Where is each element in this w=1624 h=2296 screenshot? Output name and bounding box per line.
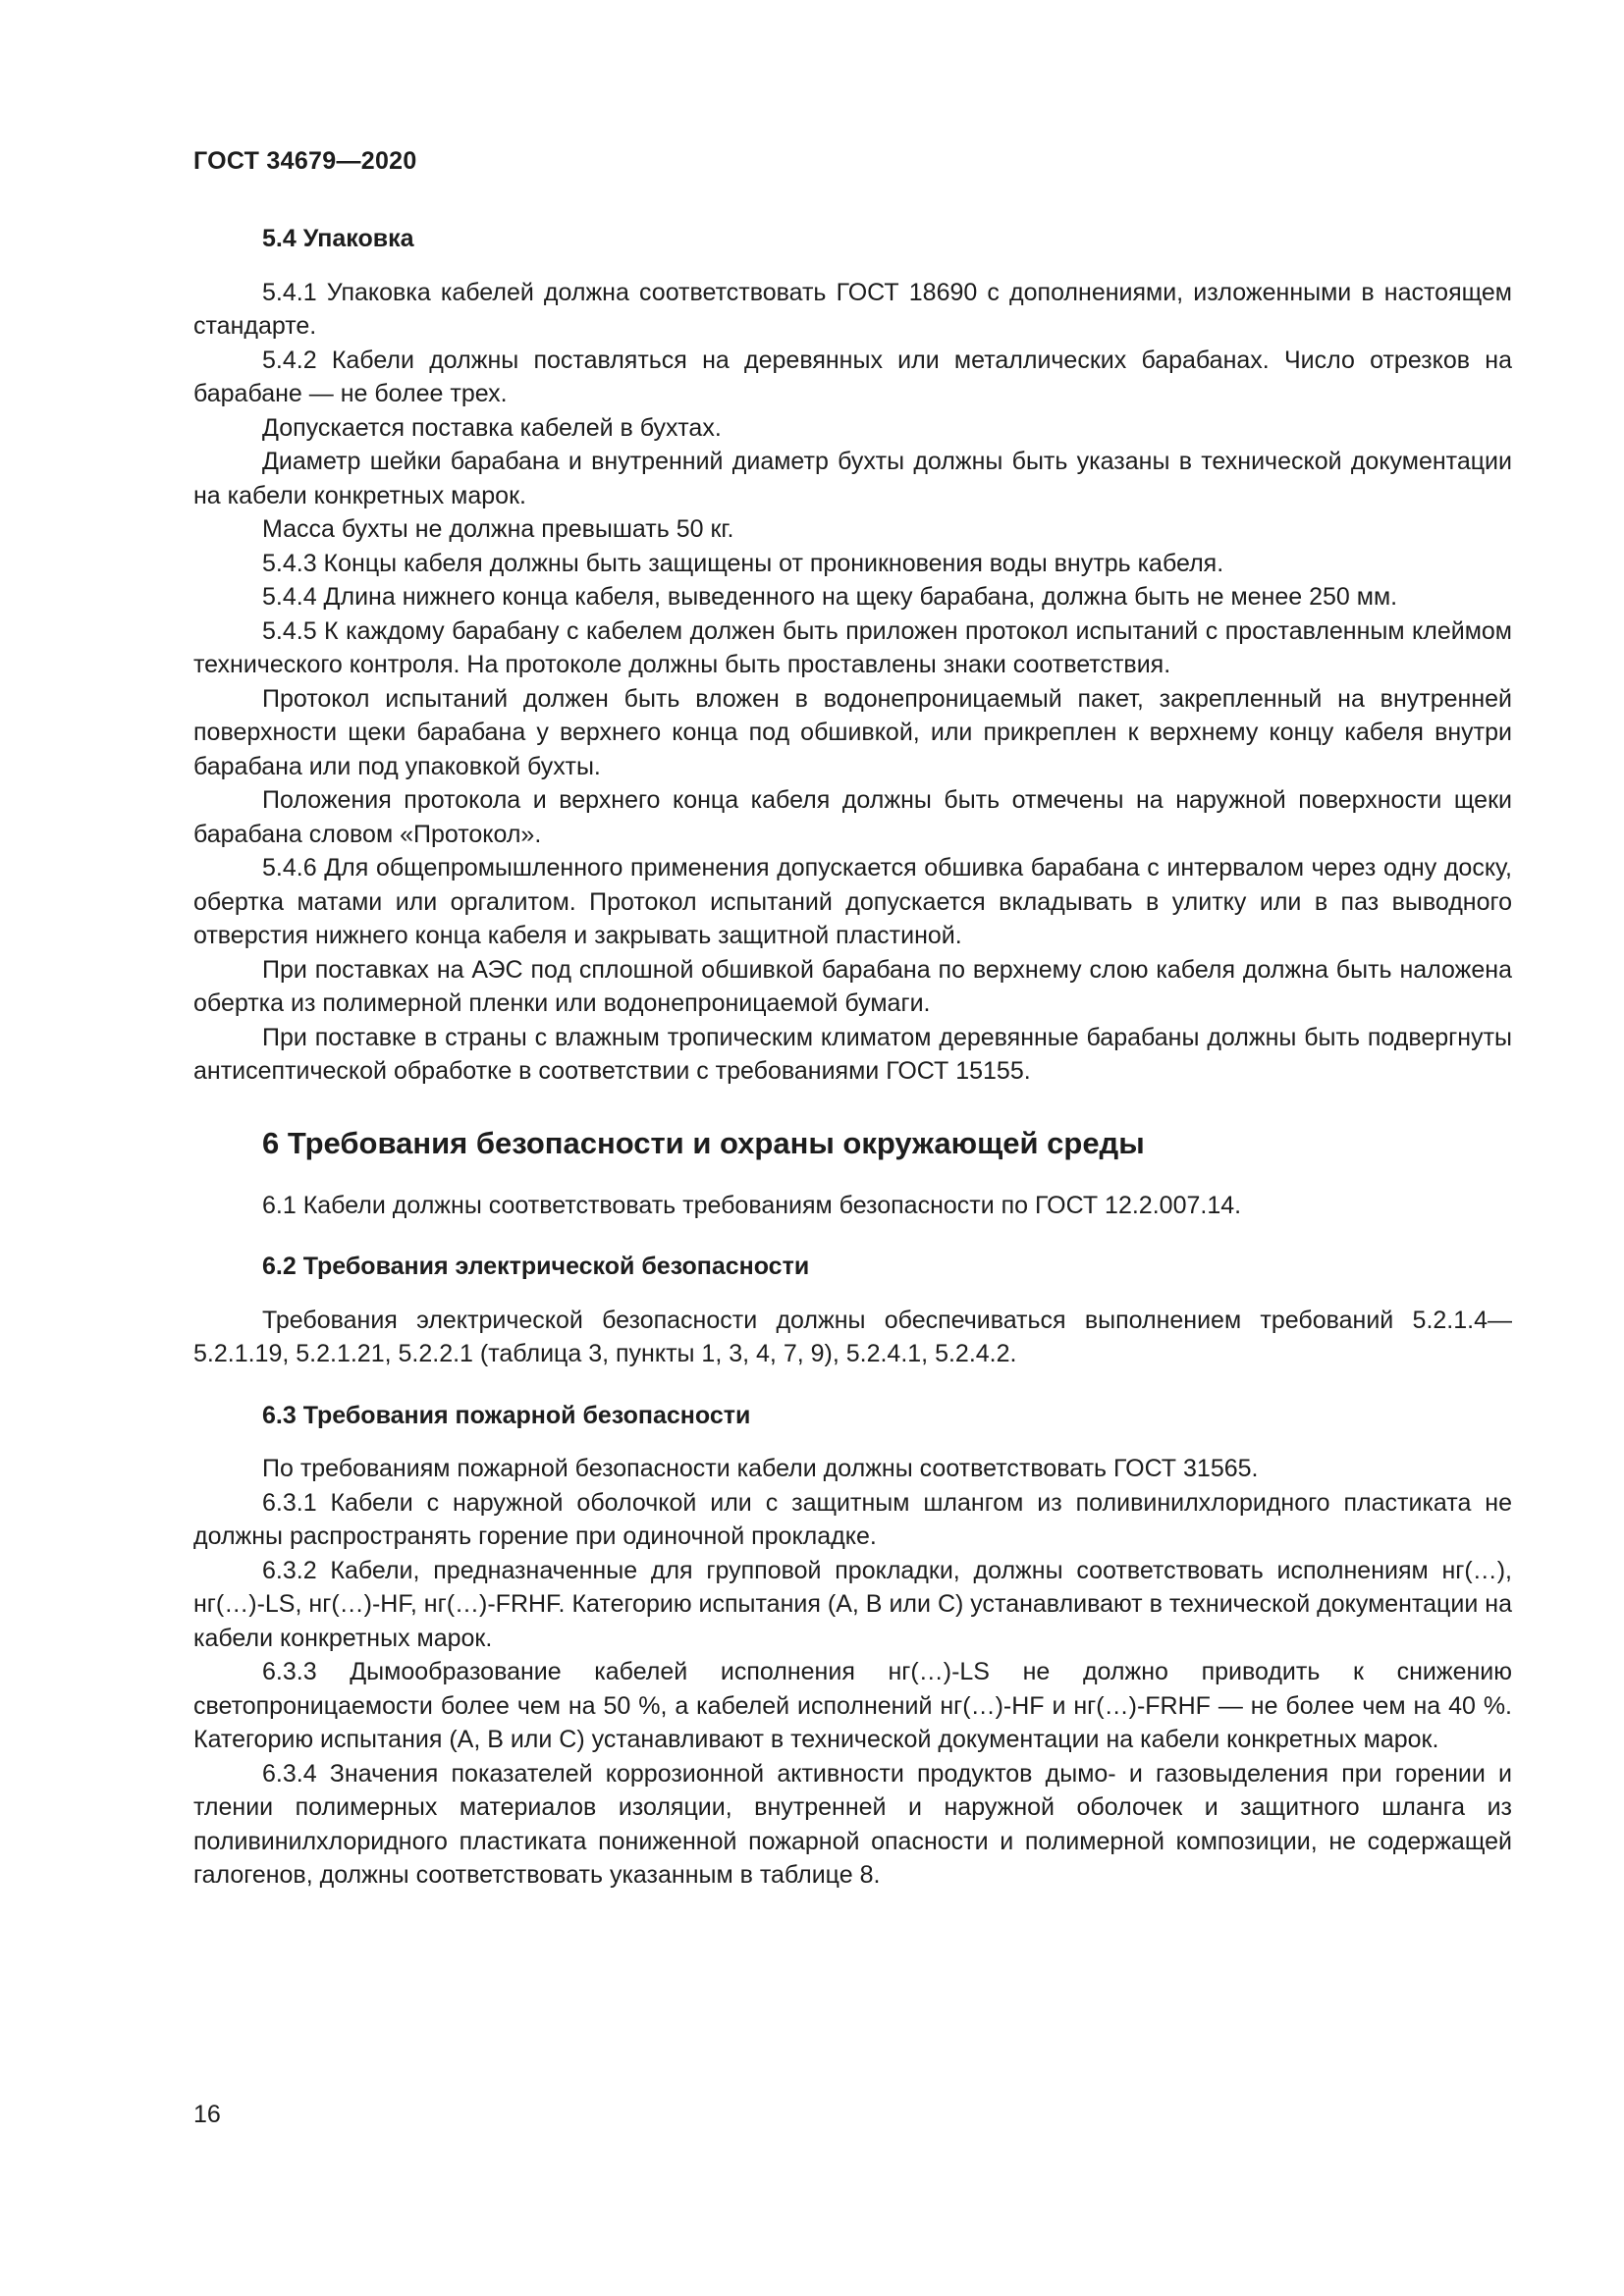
paragraph-aes-delivery: При поставках на АЭС под сплошной обшивкой барабана по верхнему слою кабеля должна быть наложена обертка из полимерной пленки или водонепроницаемой бумаги. bbox=[193, 955, 1512, 1017]
paragraph-6-2: Требования электрической безопасности должны обеспечиваться выполнением требований 5.2.1.4—5.2.1.19, 5.2.1.21, 5.2.2.1 (таблица 3, пункты 1, 3, 4, 7, 9), 5.2.4.1, 5.2.4.2. bbox=[193, 1306, 1512, 1367]
section-5-4-heading: 5.4 Упаковка bbox=[262, 225, 414, 252]
paragraph-6-3-4: 6.3.4 Значения показателей коррозионной активности продуктов дымо- и газовыделения при горении и тлении полимерных материалов изоляции, внутренней и наружной оболочек и защитного шланга из поливинилхлоридного пластиката пониженной пожарной опасности и полимерной композиции, не содержащей галогенов, должны соответствовать указанным в таблице 8. bbox=[193, 1759, 1512, 1889]
paragraph-5-4-4: 5.4.4 Длина нижнего конца кабеля, выведенного на щеку барабана, должна быть не менее 250 мм. bbox=[262, 583, 1398, 611]
paragraph-6-3-2: 6.3.2 Кабели, предназначенные для групповой прокладки, должны соответствовать исполнениям нг(…), нг(…)-LS, нг(…)-HF, нг(…)-FRHF. Категорию испытания (А, В или С) устанавливают в технической документации на кабели конкретных марок. bbox=[193, 1556, 1512, 1652]
paragraph-5-4-5: 5.4.5 К каждому барабану с кабелем должен быть приложен протокол испытаний с проставленным клеймом технического контроля. На протоколе должны быть проставлены знаки соответствия. bbox=[193, 616, 1512, 678]
section-6-3-heading: 6.3 Требования пожарной безопасности bbox=[262, 1401, 751, 1429]
paragraph-6-1: 6.1 Кабели должны соответствовать требованиям безопасности по ГОСТ 12.2.007.14. bbox=[262, 1191, 1242, 1219]
paragraph-protocol-packet: Протокол испытаний должен быть вложен в водонепроницаемый пакет, закрепленный на внутренней поверхности щеки барабана у верхнего конца под обшивкой, или прикреплен к верхнему концу кабеля внутри барабана или под упаковкой бухты. bbox=[193, 684, 1512, 780]
paragraph-6-3-3: 6.3.3 Дымообразование кабелей исполнения нг(…)-LS не должно приводить к снижению светопроницаемости более чем на 50 %, а кабелей исполнений нг(…)-HF и нг(…)-FRHF — не более чем на 40 %. Категорию испытания (А, В или С) устанавливают в технической документации на кабели конкретных марок. bbox=[193, 1658, 1512, 1753]
page-content bbox=[193, 222, 1512, 1893]
paragraph-tropical-delivery: При поставке в страны с влажным тропическим климатом деревянные барабаны должны быть подвергнуты антисептической обработке в соответствии с требованиями ГОСТ 15155. bbox=[193, 1023, 1512, 1085]
paragraph-5-4-1: 5.4.1 Упаковка кабелей должна соответствовать ГОСТ 18690 с дополнениями, изложенными в настоящем стандарте. bbox=[193, 278, 1512, 340]
section-6-2-heading: 6.2 Требования электрической безопасности bbox=[262, 1253, 810, 1280]
section-6-heading: 6 Требования безопасности и охраны окружающей среды bbox=[262, 1125, 1145, 1160]
paragraph-6-3-intro: По требованиям пожарной безопасности кабели должны соответствовать ГОСТ 31565. bbox=[262, 1455, 1259, 1482]
paragraph-5-4-3: 5.4.3 Концы кабеля должны быть защищены от проникновения воды внутрь кабеля. bbox=[262, 549, 1224, 577]
paragraph-5-4-6: 5.4.6 Для общепромышленного применения допускается обшивка барабана с интервалом через одну доску, обертка матами или оргалитом. Протокол испытаний допускается вкладывать в улитку или в паз выводного отверстия нижнего конца кабеля и закрывать защитной пластиной. bbox=[193, 854, 1512, 949]
page-number: 16 bbox=[193, 2101, 221, 2128]
paragraph-diameter: Диаметр шейки барабана и внутренний диаметр бухты должны быть указаны в технической документации на кабели конкретных марок. bbox=[193, 448, 1512, 509]
paragraph-protocol-position: Положения протокола и верхнего конца кабеля должны быть отмечены на наружной поверхности щеки барабана словом «Протокол». bbox=[193, 786, 1512, 848]
document-id-header: ГОСТ 34679—2020 bbox=[193, 147, 417, 175]
paragraph-5-4-2: 5.4.2 Кабели должны поставляться на деревянных или металлических барабанах. Число отрезков на барабане — не более трех. bbox=[193, 346, 1512, 407]
paragraph-mass: Масса бухты не должна превышать 50 кг. bbox=[262, 515, 734, 543]
paragraph-bukhty: Допускается поставка кабелей в бухтах. bbox=[262, 413, 722, 442]
paragraph-6-3-1: 6.3.1 Кабели с наружной оболочкой или с защитным шлангом из поливинилхлоридного пластиката не должны распространять горение при одиночной прокладке. bbox=[193, 1488, 1512, 1550]
